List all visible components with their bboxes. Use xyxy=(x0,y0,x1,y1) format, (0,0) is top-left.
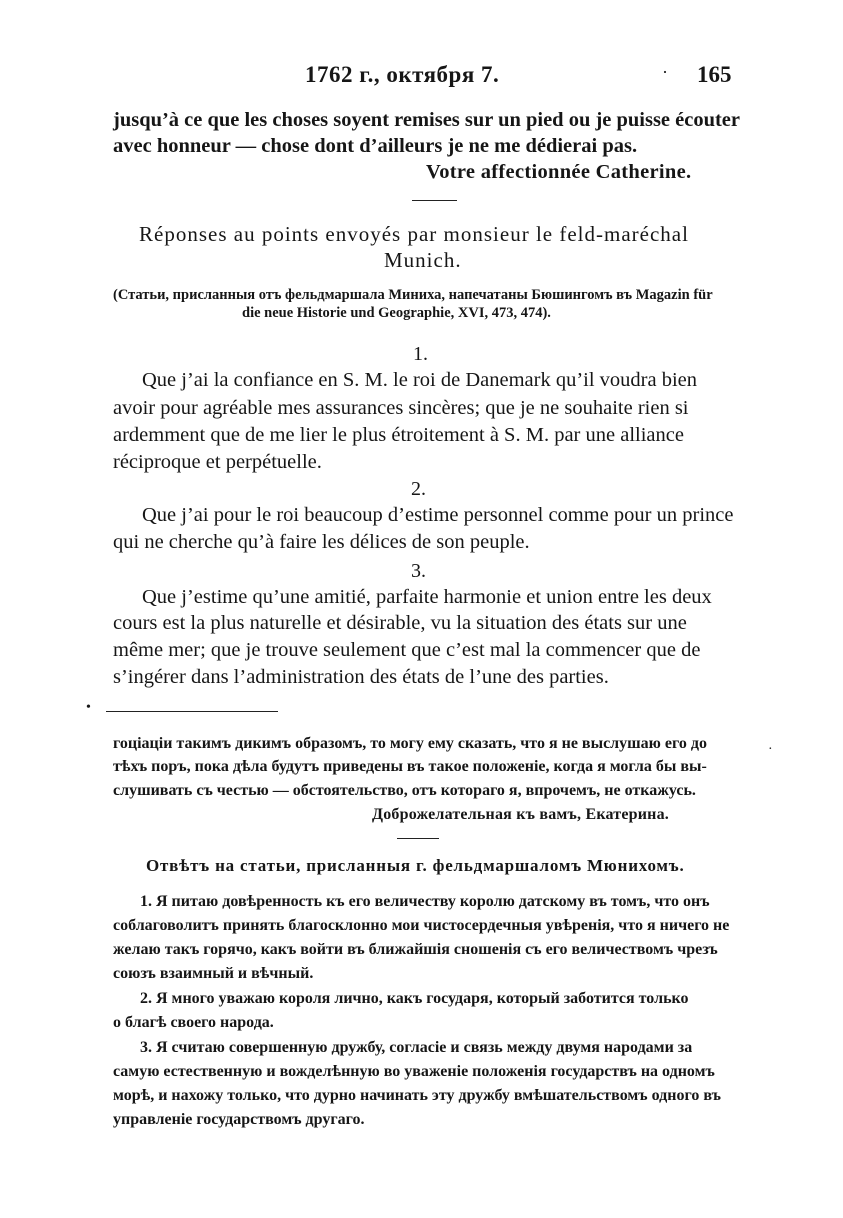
russian-point-line: самую естественную и вожделѣнную во уваженіе положенія государствъ на одномъ xyxy=(113,1063,715,1080)
point-number: 1. xyxy=(413,343,428,365)
margin-mark: · xyxy=(768,742,773,757)
russian-point-line: желаю такъ горячо, какъ войти въ ближайшія сношенія съ его величествомъ чрезъ xyxy=(113,941,718,958)
page-number: 165 xyxy=(697,62,732,87)
point-text-line: Que j’ai la confiance en S. M. le roi de Danemark qu’il voudra bien xyxy=(142,369,698,391)
point-text-line: même mer; que je trouve seulement que c’est mal la commencer que de xyxy=(113,639,701,661)
french-section-title: Réponses au points envoyés par monsieur le feld-maréchal xyxy=(139,222,689,246)
russian-section-title: Отвѣтъ на статьи, присланныя г. фельдмаршаломъ Мюнихомъ. xyxy=(146,856,685,875)
russian-point-line: морѣ, и нахожу только, что дурно начинать эту дружбу вмѣшательствомъ одного въ xyxy=(113,1087,721,1104)
russian-point-line: управленіе государствомъ другаго. xyxy=(113,1111,365,1128)
source-note: die neue Historie und Geographie, XVI, 473, 474). xyxy=(242,305,551,321)
russian-intro-line: тѣхъ поръ, пока дѣла будутъ приведены въ такое положеніе, когда я могла бы вы- xyxy=(113,758,707,775)
french-signature: Votre affectionnée Catherine. xyxy=(426,161,692,183)
point-text-line: ardemment que de me lier le plus étroitement à S. M. par une alliance xyxy=(113,424,684,446)
point-text-line: Que j’ai pour le roi beaucoup d’estime personnel comme pour un prince xyxy=(142,504,734,526)
footnote-separator xyxy=(106,711,278,712)
section-divider xyxy=(412,200,457,201)
russian-signature: Доброжелательная къ вамъ, Екатерина. xyxy=(372,806,669,823)
russian-point-line: 3. Я считаю совершенную дружбу, согласіе и связь между двумя народами за xyxy=(140,1039,693,1056)
point-text-line: qui ne cherche qu’à faire les délices de son peuple. xyxy=(113,531,530,553)
margin-mark: • xyxy=(86,700,91,715)
point-number: 3. xyxy=(411,560,426,582)
russian-point-line: 1. Я питаю довѣренность къ его величеству королю датскому въ томъ, что онъ xyxy=(140,893,710,910)
russian-intro-line: слушивать съ честью — обстоятельство, отъ котораго я, впрочемъ, не откажусь. xyxy=(113,782,696,799)
point-number: 2. xyxy=(411,478,426,500)
point-text-line: Que j’estime qu’une amitié, parfaite harmonie et union entre les deux xyxy=(142,586,712,608)
section-divider xyxy=(397,838,439,839)
source-note: (Статьи, присланныя отъ фельдмаршала Миниха, напечатаны Бюшингомъ въ Magazin für xyxy=(113,287,713,303)
point-text-line: s’ingérer dans l’administration des états de l’une des parties. xyxy=(113,666,609,688)
french-intro-line: jusqu’à ce que les choses soyent remises sur un pied ou je puisse écouter xyxy=(113,109,740,131)
point-text-line: réciproque et perpétuelle. xyxy=(113,451,322,473)
point-text-line: avoir pour agréable mes assurances sincères; que je ne souhaite rien si xyxy=(113,397,689,419)
french-intro-line: avec honneur — chose dont d’ailleurs je ne me dédierai pas. xyxy=(113,135,638,157)
point-text-line: cours est la plus naturelle et désirable, vu la situation des états sur une xyxy=(113,612,687,634)
russian-point-line: 2. Я много уважаю короля лично, какъ государя, который заботится только xyxy=(140,990,689,1007)
header-mark: · xyxy=(662,62,668,82)
french-section-title: Munich. xyxy=(384,248,462,272)
russian-point-line: союзъ взаимный и вѣчный. xyxy=(113,965,314,982)
russian-point-line: соблаговолитъ принять благосклонно мои чистосердечныя увѣренія, что я ничего не xyxy=(113,917,730,934)
russian-point-line: о благѣ своего народа. xyxy=(113,1014,274,1031)
running-header-title: 1762 г., октября 7. xyxy=(305,62,500,87)
russian-intro-line: гоціаціи такимъ дикимъ образомъ, то могу ему сказать, что я не выслушаю его до xyxy=(113,735,707,752)
